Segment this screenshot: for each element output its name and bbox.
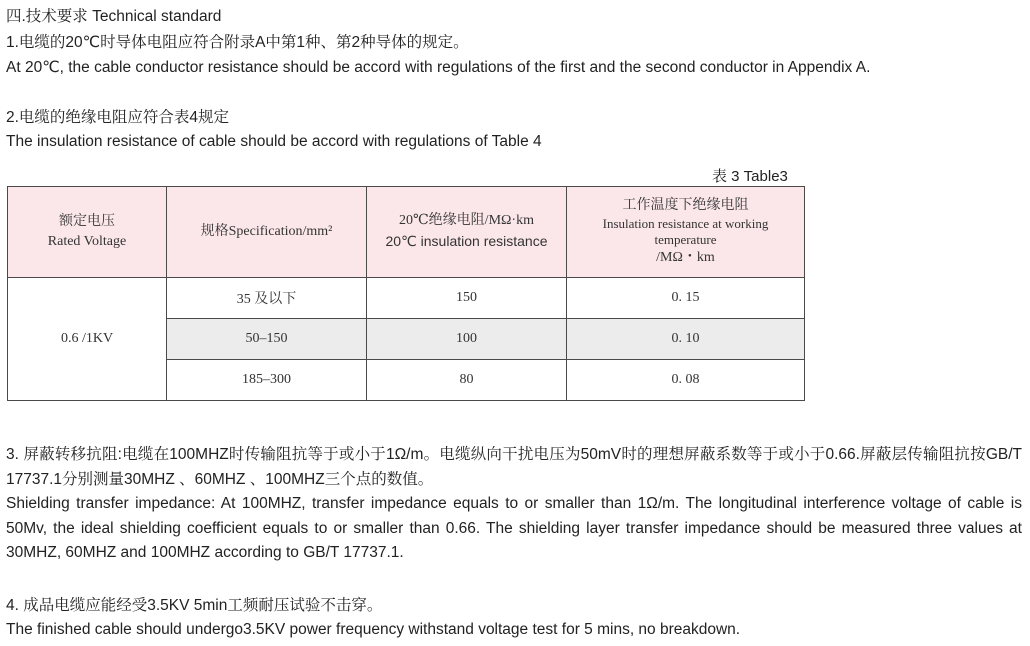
- header-20c-resistance: [367, 187, 567, 278]
- item1-chinese: 1.电缆的20℃时导体电阻应符合附录A中第1种、第2种导体的规定。: [6, 34, 469, 51]
- table-header-row: [8, 187, 805, 278]
- res20-cell: 150: [367, 278, 567, 319]
- header-voltage-zh: 额定电压: [59, 214, 115, 229]
- header-voltage-en: Rated Voltage: [47, 234, 127, 249]
- spec-cell: 185–300: [167, 360, 367, 401]
- item3-chinese: 3. 屏蔽转移抗阻:电缆在100MHZ时传输阻抗等于或小于1Ω/m。电缆纵向干扰电压为50mV时的理想屏蔽系数等于或小于0.66.屏蔽层传输阻抗按GB/T 17737.1分别测量30MHZ 、60MHZ 、100MHZ三个点的数值。: [6, 446, 1022, 488]
- res-work-cell: 0. 15: [567, 278, 805, 319]
- res-work-cell: 0. 08: [567, 360, 805, 401]
- item4-chinese: 4. 成品电缆应能经受3.5KV 5min工频耐压试验不击穿。: [6, 597, 383, 614]
- header-work-unit: /MΩ・km: [656, 250, 715, 265]
- res-work-cell: 0. 10: [567, 319, 805, 360]
- res20-cell: 80: [367, 360, 567, 401]
- header-work-zh: 工作温度下绝缘电阻: [622, 198, 749, 213]
- item1-english: At 20℃, the cable conductor resistance should be accord with regulations of the first and the second conductor in Appendix A.: [6, 59, 871, 76]
- res20-cell: 100: [367, 319, 567, 360]
- spec-cell: 50–150: [167, 319, 367, 360]
- item2-chinese: 2.电缆的绝缘电阻应符合表4规定: [6, 109, 230, 126]
- header-specification: [167, 187, 367, 278]
- header-res20-line2: 20℃ insulation resistance: [385, 233, 548, 249]
- header-working-resistance: [567, 187, 805, 278]
- item2-english: The insulation resistance of cable should be accord with regulations of Table 4: [6, 133, 542, 150]
- insulation-resistance-table: [7, 186, 805, 401]
- table-row: [8, 278, 805, 319]
- header-res20-line1: 20℃绝缘电阻/MΩ·km: [399, 213, 534, 228]
- spec-cell: 35 及以下: [167, 278, 367, 319]
- rated-voltage-cell: 0.6 /1KV: [8, 278, 167, 401]
- item3-english: Shielding transfer impedance: At 100MHZ, transfer impedance equals to or smaller than 1Ω/m. The longitudinal interference voltage of cable is 50Mv, the ideal shielding coefficient equals to or smaller than 0.66. The shielding layer transfer impedance should be measured three values at 30MHZ, 60MHZ and 100MHZ according to GB/T 17737.1.: [6, 495, 1022, 561]
- header-spec-label: 规格Specification/mm²: [200, 224, 333, 239]
- header-rated-voltage: [8, 187, 167, 278]
- table-caption: 表 3 Table3: [712, 168, 788, 185]
- item4-english: The finished cable should undergo3.5KV power frequency withstand voltage test for 5 mins, no breakdown.: [6, 621, 741, 638]
- section-heading: 四.技术要求 Technical standard: [6, 8, 222, 25]
- header-work-en: Insulation resistance at working temperature: [602, 216, 769, 247]
